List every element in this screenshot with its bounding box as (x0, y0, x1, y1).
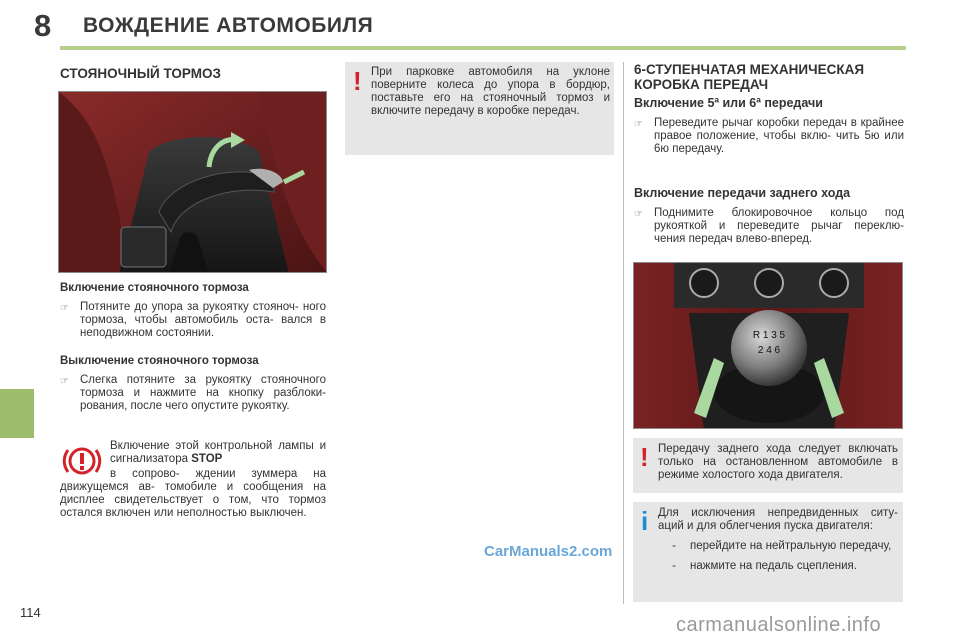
bullet-arrow-icon: ☞ (60, 303, 69, 314)
warning-exclamation-icon: ! (640, 442, 649, 472)
warning-lamp-text-part1 (110, 440, 326, 466)
info-item-clutch: нажмите на педаль сцепления. (690, 560, 857, 572)
engine-start-info-text: Для исключения непредвиденных ситу- аций и для облегчения пуска двигателя: (658, 507, 898, 532)
engage-brake-text: Потяните до упора за рукоятку стояноч- ного тормоза, чтобы автомобиль оста- вался в неподвижном состоянии. (80, 301, 326, 339)
gear56-title: Включение 5ª или 6ª передачи (634, 96, 823, 110)
list-dash: - (672, 560, 676, 572)
knob-label-bottom: 2 4 6 (757, 345, 781, 356)
reverse-gear-warning-box (633, 438, 903, 493)
release-brake-step (60, 374, 326, 413)
stop-label: STOP (191, 453, 223, 465)
bullet-arrow-icon: ☞ (634, 119, 643, 130)
gear56-text: Переведите рычаг коробки передач в крайнее правое положение, чтобы вклю- чить 5ю или 6ю передачу. (654, 117, 904, 155)
reverse-gear-warning-text: Передачу заднего хода следует включать только на остановленном автомобиле в режиме холостого хода двигателя. (658, 443, 898, 481)
reverse-gear-step (634, 207, 904, 246)
reverse-gear-title: Включение передачи заднего хода (634, 186, 851, 200)
gearbox-title-line1: 6-СТУПЕНЧАТАЯ МЕХАНИЧЕСКАЯ (634, 62, 865, 77)
engine-start-info-box (633, 502, 903, 602)
engage-brake-title: Включение стояночного тормоза (60, 282, 249, 294)
watermark-carmanuals2[interactable]: CarManuals2.com (484, 543, 613, 560)
bullet-arrow-icon: ☞ (60, 376, 69, 387)
gearbox-title-line2: КОРОБКА ПЕРЕДАЧ (634, 77, 769, 92)
gear-lever-illustration (634, 263, 903, 429)
parking-brake-photo (58, 91, 327, 273)
header-divider (60, 46, 906, 50)
column-divider (623, 62, 624, 604)
knob-label-top: R 1 3 5 (752, 330, 786, 341)
release-brake-text: Слегка потяните за рукоятку стояночного тормоза и нажмите на кнопку разблоки- рования, после чего опустите рукоятку. (80, 374, 326, 412)
slope-parking-warning-box (345, 62, 614, 155)
release-brake-title: Выключение стояночного тормоза (60, 355, 259, 367)
warning-exclamation-icon: ! (353, 66, 362, 96)
info-list-item (658, 560, 898, 573)
parking-brake-title: СТОЯНОЧНЫЙ ТОРМОЗ (60, 66, 221, 81)
watermark-carmanualsonline[interactable]: carmanualsonline.info (676, 614, 882, 636)
gear56-step (634, 117, 904, 156)
bullet-arrow-icon: ☞ (634, 209, 643, 220)
chapter-side-tab (0, 389, 34, 438)
list-dash: - (672, 540, 676, 552)
gear-lever-photo (633, 262, 903, 429)
chapter-title: ВОЖДЕНИЕ АВТОМОБИЛЯ (83, 14, 374, 37)
reverse-gear-text: Поднимите блокировочное кольцо под рукояткой и переведите рычаг переклю- чения передач влево-вперед. (654, 207, 904, 245)
parking-brake-illustration (59, 92, 327, 273)
warning-lamp-text-a: Включение этой контрольной лампы и сигнализатора (110, 440, 326, 465)
info-item-neutral: перейдите на нейтральную передачу, (690, 540, 892, 552)
engage-brake-step (60, 301, 326, 340)
slope-parking-warning-text: При парковке автомобиля на уклоне поверните колеса до упора в бордюр, поставьте его на стояночный тормоз и включите передачу в коробке передач. (371, 66, 610, 117)
gearbox-section-title (634, 62, 864, 92)
info-icon: i (641, 506, 649, 536)
chapter-number: 8 (34, 8, 52, 43)
warning-lamp-text-part2: в сопрово- ждении зуммера на движущемся ав- томобиле и сообщения на дисплее свидетельствует о том, что тормоз остался включен или неполностью выключен. (60, 468, 326, 519)
page-number: 114 (20, 605, 41, 620)
info-list-item (658, 540, 898, 553)
